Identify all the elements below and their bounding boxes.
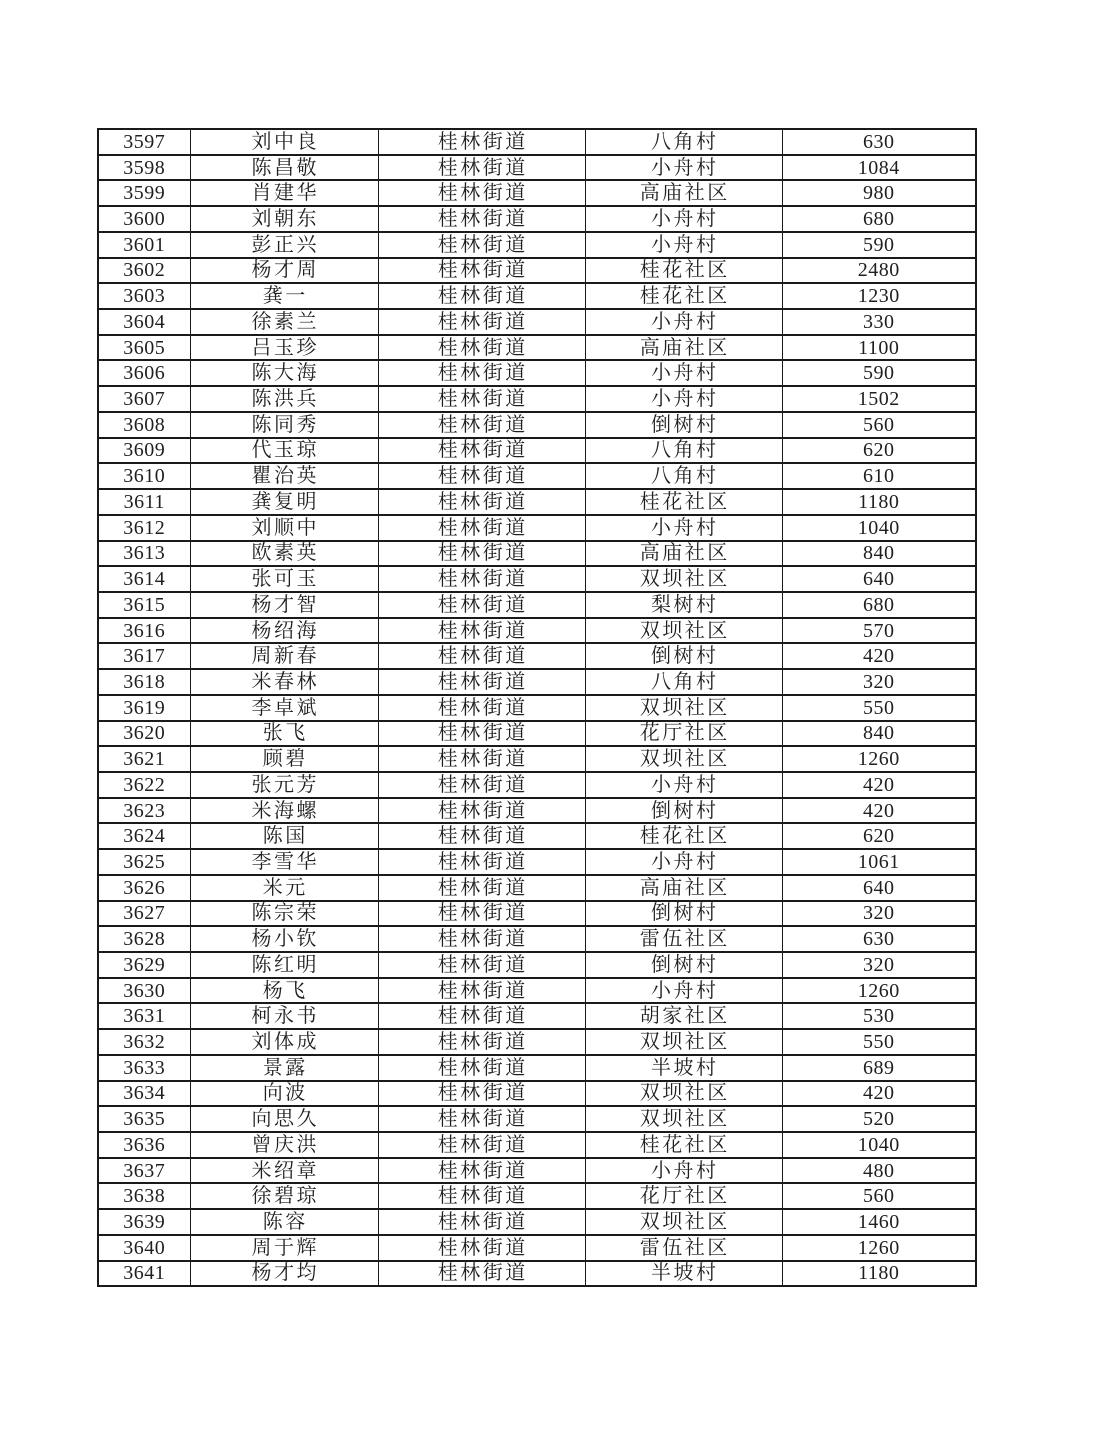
cell-village: 八角村 xyxy=(585,463,782,489)
cell-village: 小舟村 xyxy=(585,772,782,798)
cell-village: 双坝社区 xyxy=(585,566,782,592)
table-row xyxy=(98,489,976,515)
cell-serial-number: 3610 xyxy=(98,463,190,489)
cell-amount: 330 xyxy=(782,309,976,335)
cell-street: 桂林街道 xyxy=(378,1081,585,1107)
cell-street: 桂林街道 xyxy=(378,1261,585,1287)
cell-serial-number: 3618 xyxy=(98,669,190,695)
cell-street: 桂林街道 xyxy=(378,463,585,489)
table-row xyxy=(98,155,976,181)
cell-street: 桂林街道 xyxy=(378,978,585,1004)
cell-street: 桂林街道 xyxy=(378,1055,585,1081)
cell-person-name: 陈大海 xyxy=(190,360,378,386)
cell-street: 桂林街道 xyxy=(378,952,585,978)
cell-amount: 480 xyxy=(782,1158,976,1184)
cell-village: 桂花社区 xyxy=(585,258,782,284)
cell-person-name: 刘中良 xyxy=(190,129,378,155)
cell-village: 高庙社区 xyxy=(585,541,782,567)
cell-serial-number: 3630 xyxy=(98,978,190,1004)
table-row xyxy=(98,746,976,772)
cell-street: 桂林街道 xyxy=(378,849,585,875)
cell-serial-number: 3634 xyxy=(98,1081,190,1107)
cell-street: 桂林街道 xyxy=(378,360,585,386)
table-row xyxy=(98,901,976,927)
table-row xyxy=(98,309,976,335)
cell-amount: 640 xyxy=(782,566,976,592)
cell-amount: 1180 xyxy=(782,489,976,515)
cell-village: 高庙社区 xyxy=(585,335,782,361)
cell-person-name: 米海螺 xyxy=(190,798,378,824)
cell-street: 桂林街道 xyxy=(378,592,585,618)
cell-amount: 420 xyxy=(782,643,976,669)
cell-person-name: 景露 xyxy=(190,1055,378,1081)
table-row xyxy=(98,335,976,361)
cell-street: 桂林街道 xyxy=(378,798,585,824)
cell-amount: 680 xyxy=(782,206,976,232)
cell-street: 桂林街道 xyxy=(378,926,585,952)
cell-village: 双坝社区 xyxy=(585,1081,782,1107)
table-row xyxy=(98,232,976,258)
table-row xyxy=(98,1081,976,1107)
cell-serial-number: 3633 xyxy=(98,1055,190,1081)
cell-serial-number: 3614 xyxy=(98,566,190,592)
cell-village: 高庙社区 xyxy=(585,875,782,901)
cell-serial-number: 3632 xyxy=(98,1029,190,1055)
cell-street: 桂林街道 xyxy=(378,566,585,592)
cell-serial-number: 3617 xyxy=(98,643,190,669)
cell-person-name: 顾碧 xyxy=(190,746,378,772)
cell-person-name: 欧素英 xyxy=(190,541,378,567)
cell-serial-number: 3636 xyxy=(98,1132,190,1158)
cell-person-name: 陈容 xyxy=(190,1209,378,1235)
table-row xyxy=(98,772,976,798)
table-row xyxy=(98,592,976,618)
cell-street: 桂林街道 xyxy=(378,129,585,155)
cell-village: 胡家社区 xyxy=(585,1003,782,1029)
cell-street: 桂林街道 xyxy=(378,1003,585,1029)
cell-village: 半坡村 xyxy=(585,1055,782,1081)
cell-village: 雷伍社区 xyxy=(585,926,782,952)
cell-street: 桂林街道 xyxy=(378,386,585,412)
cell-village: 倒树村 xyxy=(585,952,782,978)
cell-person-name: 张飞 xyxy=(190,721,378,747)
cell-amount: 320 xyxy=(782,952,976,978)
table-row xyxy=(98,463,976,489)
cell-serial-number: 3607 xyxy=(98,386,190,412)
table-row xyxy=(98,978,976,1004)
table-row xyxy=(98,952,976,978)
cell-street: 桂林街道 xyxy=(378,412,585,438)
table-row xyxy=(98,541,976,567)
cell-village: 桂花社区 xyxy=(585,489,782,515)
table-row xyxy=(98,1003,976,1029)
cell-village: 桂花社区 xyxy=(585,283,782,309)
cell-amount: 420 xyxy=(782,772,976,798)
cell-serial-number: 3626 xyxy=(98,875,190,901)
cell-serial-number: 3600 xyxy=(98,206,190,232)
cell-amount: 640 xyxy=(782,875,976,901)
table-row xyxy=(98,926,976,952)
cell-village: 双坝社区 xyxy=(585,1209,782,1235)
cell-serial-number: 3628 xyxy=(98,926,190,952)
cell-serial-number: 3623 xyxy=(98,798,190,824)
table-row xyxy=(98,849,976,875)
cell-village: 双坝社区 xyxy=(585,1029,782,1055)
cell-amount: 550 xyxy=(782,1029,976,1055)
cell-amount: 1260 xyxy=(782,746,976,772)
cell-amount: 1260 xyxy=(782,1235,976,1261)
cell-serial-number: 3621 xyxy=(98,746,190,772)
cell-village: 桂花社区 xyxy=(585,823,782,849)
cell-person-name: 陈宗荣 xyxy=(190,901,378,927)
table-row xyxy=(98,412,976,438)
cell-person-name: 肖建华 xyxy=(190,180,378,206)
cell-serial-number: 3625 xyxy=(98,849,190,875)
cell-person-name: 杨飞 xyxy=(190,978,378,1004)
cell-serial-number: 3638 xyxy=(98,1183,190,1209)
cell-amount: 320 xyxy=(782,901,976,927)
table-row xyxy=(98,875,976,901)
table-row xyxy=(98,798,976,824)
cell-village: 桂花社区 xyxy=(585,1132,782,1158)
cell-person-name: 陈洪兵 xyxy=(190,386,378,412)
cell-street: 桂林街道 xyxy=(378,258,585,284)
cell-amount: 590 xyxy=(782,232,976,258)
table-row xyxy=(98,360,976,386)
cell-amount: 620 xyxy=(782,823,976,849)
cell-amount: 610 xyxy=(782,463,976,489)
cell-village: 小舟村 xyxy=(585,155,782,181)
cell-person-name: 龚复明 xyxy=(190,489,378,515)
cell-street: 桂林街道 xyxy=(378,772,585,798)
cell-amount: 620 xyxy=(782,438,976,464)
cell-serial-number: 3598 xyxy=(98,155,190,181)
cell-village: 双坝社区 xyxy=(585,618,782,644)
table-row xyxy=(98,1261,976,1287)
cell-village: 小舟村 xyxy=(585,232,782,258)
cell-serial-number: 3635 xyxy=(98,1106,190,1132)
cell-amount: 689 xyxy=(782,1055,976,1081)
cell-street: 桂林街道 xyxy=(378,1029,585,1055)
cell-amount: 630 xyxy=(782,926,976,952)
table-row xyxy=(98,1029,976,1055)
table-row xyxy=(98,438,976,464)
cell-village: 雷伍社区 xyxy=(585,1235,782,1261)
table-row xyxy=(98,566,976,592)
cell-person-name: 徐素兰 xyxy=(190,309,378,335)
cell-person-name: 陈国 xyxy=(190,823,378,849)
cell-street: 桂林街道 xyxy=(378,232,585,258)
cell-street: 桂林街道 xyxy=(378,875,585,901)
cell-serial-number: 3603 xyxy=(98,283,190,309)
cell-amount: 560 xyxy=(782,412,976,438)
cell-serial-number: 3639 xyxy=(98,1209,190,1235)
cell-person-name: 杨绍海 xyxy=(190,618,378,644)
cell-street: 桂林街道 xyxy=(378,618,585,644)
cell-person-name: 徐碧琼 xyxy=(190,1183,378,1209)
cell-serial-number: 3611 xyxy=(98,489,190,515)
table-row xyxy=(98,695,976,721)
cell-street: 桂林街道 xyxy=(378,669,585,695)
cell-street: 桂林街道 xyxy=(378,901,585,927)
cell-street: 桂林街道 xyxy=(378,283,585,309)
table-row xyxy=(98,386,976,412)
cell-street: 桂林街道 xyxy=(378,515,585,541)
cell-village: 小舟村 xyxy=(585,515,782,541)
cell-amount: 1100 xyxy=(782,335,976,361)
cell-serial-number: 3604 xyxy=(98,309,190,335)
cell-amount: 590 xyxy=(782,360,976,386)
cell-village: 八角村 xyxy=(585,669,782,695)
cell-village: 小舟村 xyxy=(585,309,782,335)
cell-serial-number: 3637 xyxy=(98,1158,190,1184)
cell-amount: 420 xyxy=(782,798,976,824)
cell-village: 倒树村 xyxy=(585,412,782,438)
cell-amount: 1230 xyxy=(782,283,976,309)
table-row xyxy=(98,1106,976,1132)
cell-amount: 630 xyxy=(782,129,976,155)
cell-person-name: 龚一 xyxy=(190,283,378,309)
table-row xyxy=(98,1235,976,1261)
table-row xyxy=(98,1158,976,1184)
cell-street: 桂林街道 xyxy=(378,721,585,747)
table-row xyxy=(98,515,976,541)
cell-serial-number: 3641 xyxy=(98,1261,190,1287)
table-row xyxy=(98,1209,976,1235)
cell-street: 桂林街道 xyxy=(378,1158,585,1184)
cell-person-name: 米元 xyxy=(190,875,378,901)
cell-serial-number: 3599 xyxy=(98,180,190,206)
cell-amount: 420 xyxy=(782,1081,976,1107)
cell-village: 倒树村 xyxy=(585,798,782,824)
cell-amount: 530 xyxy=(782,1003,976,1029)
cell-street: 桂林街道 xyxy=(378,746,585,772)
cell-village: 小舟村 xyxy=(585,360,782,386)
cell-street: 桂林街道 xyxy=(378,541,585,567)
cell-amount: 1260 xyxy=(782,978,976,1004)
cell-serial-number: 3627 xyxy=(98,901,190,927)
cell-person-name: 陈昌敬 xyxy=(190,155,378,181)
cell-person-name: 曾庆洪 xyxy=(190,1132,378,1158)
cell-village: 半坡村 xyxy=(585,1261,782,1287)
cell-amount: 1061 xyxy=(782,849,976,875)
cell-amount: 560 xyxy=(782,1183,976,1209)
cell-person-name: 陈同秀 xyxy=(190,412,378,438)
cell-person-name: 彭正兴 xyxy=(190,232,378,258)
cell-person-name: 周新春 xyxy=(190,643,378,669)
cell-person-name: 代玉琼 xyxy=(190,438,378,464)
cell-village: 小舟村 xyxy=(585,849,782,875)
cell-street: 桂林街道 xyxy=(378,823,585,849)
cell-person-name: 向波 xyxy=(190,1081,378,1107)
cell-street: 桂林街道 xyxy=(378,1132,585,1158)
cell-person-name: 柯永书 xyxy=(190,1003,378,1029)
cell-amount: 2480 xyxy=(782,258,976,284)
table-row xyxy=(98,669,976,695)
cell-person-name: 杨才智 xyxy=(190,592,378,618)
cell-village: 小舟村 xyxy=(585,386,782,412)
cell-street: 桂林街道 xyxy=(378,335,585,361)
cell-serial-number: 3616 xyxy=(98,618,190,644)
cell-street: 桂林街道 xyxy=(378,1106,585,1132)
cell-village: 倒树村 xyxy=(585,901,782,927)
cell-village: 小舟村 xyxy=(585,978,782,1004)
cell-street: 桂林街道 xyxy=(378,489,585,515)
cell-serial-number: 3640 xyxy=(98,1235,190,1261)
cell-serial-number: 3613 xyxy=(98,541,190,567)
table-row xyxy=(98,258,976,284)
cell-village: 花厅社区 xyxy=(585,1183,782,1209)
table-row xyxy=(98,1055,976,1081)
table-row xyxy=(98,1132,976,1158)
cell-person-name: 李雪华 xyxy=(190,849,378,875)
cell-person-name: 刘顺中 xyxy=(190,515,378,541)
cell-amount: 1040 xyxy=(782,515,976,541)
table-row xyxy=(98,643,976,669)
cell-serial-number: 3612 xyxy=(98,515,190,541)
cell-person-name: 周于辉 xyxy=(190,1235,378,1261)
cell-amount: 570 xyxy=(782,618,976,644)
cell-person-name: 吕玉珍 xyxy=(190,335,378,361)
cell-village: 八角村 xyxy=(585,438,782,464)
cell-village: 梨树村 xyxy=(585,592,782,618)
cell-street: 桂林街道 xyxy=(378,1183,585,1209)
cell-serial-number: 3608 xyxy=(98,412,190,438)
cell-person-name: 陈红明 xyxy=(190,952,378,978)
cell-amount: 1180 xyxy=(782,1261,976,1287)
cell-street: 桂林街道 xyxy=(378,309,585,335)
table-row xyxy=(98,721,976,747)
cell-person-name: 杨小钦 xyxy=(190,926,378,952)
cell-street: 桂林街道 xyxy=(378,438,585,464)
cell-village: 双坝社区 xyxy=(585,695,782,721)
cell-serial-number: 3605 xyxy=(98,335,190,361)
cell-amount: 1502 xyxy=(782,386,976,412)
cell-serial-number: 3629 xyxy=(98,952,190,978)
cell-serial-number: 3622 xyxy=(98,772,190,798)
cell-amount: 840 xyxy=(782,541,976,567)
cell-street: 桂林街道 xyxy=(378,1235,585,1261)
cell-amount: 840 xyxy=(782,721,976,747)
cell-amount: 1040 xyxy=(782,1132,976,1158)
table-row xyxy=(98,180,976,206)
cell-amount: 980 xyxy=(782,180,976,206)
cell-person-name: 刘朝东 xyxy=(190,206,378,232)
cell-person-name: 张元芳 xyxy=(190,772,378,798)
cell-person-name: 杨才均 xyxy=(190,1261,378,1287)
table-row xyxy=(98,823,976,849)
cell-person-name: 米绍章 xyxy=(190,1158,378,1184)
cell-amount: 1460 xyxy=(782,1209,976,1235)
cell-amount: 1084 xyxy=(782,155,976,181)
cell-village: 双坝社区 xyxy=(585,746,782,772)
cell-street: 桂林街道 xyxy=(378,695,585,721)
cell-person-name: 米春林 xyxy=(190,669,378,695)
cell-serial-number: 3620 xyxy=(98,721,190,747)
cell-serial-number: 3631 xyxy=(98,1003,190,1029)
cell-person-name: 刘体成 xyxy=(190,1029,378,1055)
cell-serial-number: 3606 xyxy=(98,360,190,386)
cell-serial-number: 3601 xyxy=(98,232,190,258)
cell-street: 桂林街道 xyxy=(378,206,585,232)
cell-serial-number: 3609 xyxy=(98,438,190,464)
table-row xyxy=(98,618,976,644)
cell-village: 小舟村 xyxy=(585,206,782,232)
table-body xyxy=(98,129,976,1286)
cell-amount: 550 xyxy=(782,695,976,721)
cell-street: 桂林街道 xyxy=(378,1209,585,1235)
cell-village: 花厅社区 xyxy=(585,721,782,747)
cell-amount: 520 xyxy=(782,1106,976,1132)
table-row xyxy=(98,206,976,232)
cell-village: 双坝社区 xyxy=(585,1106,782,1132)
cell-village: 高庙社区 xyxy=(585,180,782,206)
table-row xyxy=(98,283,976,309)
cell-village: 小舟村 xyxy=(585,1158,782,1184)
cell-person-name: 瞿治英 xyxy=(190,463,378,489)
cell-amount: 680 xyxy=(782,592,976,618)
cell-village: 八角村 xyxy=(585,129,782,155)
cell-person-name: 李卓斌 xyxy=(190,695,378,721)
cell-street: 桂林街道 xyxy=(378,643,585,669)
cell-street: 桂林街道 xyxy=(378,155,585,181)
cell-serial-number: 3619 xyxy=(98,695,190,721)
cell-serial-number: 3602 xyxy=(98,258,190,284)
cell-serial-number: 3597 xyxy=(98,129,190,155)
cell-village: 倒树村 xyxy=(585,643,782,669)
table-row xyxy=(98,129,976,155)
cell-street: 桂林街道 xyxy=(378,180,585,206)
cell-serial-number: 3624 xyxy=(98,823,190,849)
table-row xyxy=(98,1183,976,1209)
cell-person-name: 张可玉 xyxy=(190,566,378,592)
cell-amount: 320 xyxy=(782,669,976,695)
cell-person-name: 向思久 xyxy=(190,1106,378,1132)
cell-person-name: 杨才周 xyxy=(190,258,378,284)
payment-roster-table xyxy=(97,128,977,1287)
cell-serial-number: 3615 xyxy=(98,592,190,618)
